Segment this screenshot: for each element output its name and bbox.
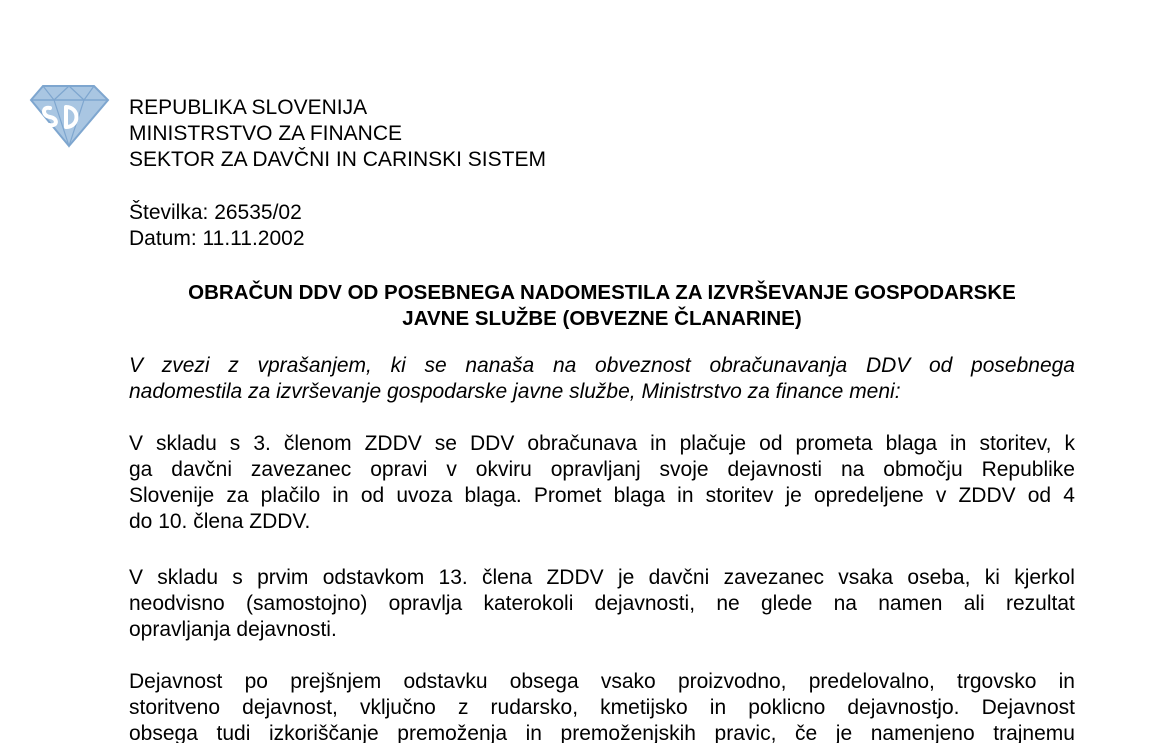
word: poklicno — [748, 696, 826, 719]
paragraph-line — [129, 591, 1075, 617]
word: s — [229, 432, 241, 455]
title-line-1: OBRAČUN DDV OD POSEBNEGA NADOMESTILA ZA IZVRŠEVANJE GOSPODARSKE — [188, 281, 1016, 304]
word: obsega — [509, 670, 579, 693]
word: davčni — [171, 458, 232, 481]
word: opredeljene — [813, 484, 924, 507]
word: V — [129, 432, 144, 455]
word: ga — [129, 458, 153, 481]
word: v — [446, 458, 457, 481]
word: dejavnosti — [727, 458, 823, 481]
word: uvoza — [396, 484, 453, 507]
word: dejavnosti, — [594, 592, 696, 615]
word: zavezanec — [250, 458, 352, 481]
word: Dejavnost — [129, 670, 223, 693]
paragraph-line — [129, 483, 1075, 509]
word: v — [935, 484, 947, 507]
letterhead-ministry: MINISTRSTVO ZA FINANCE — [129, 122, 403, 145]
word: se — [424, 354, 447, 377]
paragraph-line: do 10. člena ZDDV. — [129, 510, 311, 533]
word: 3. — [253, 432, 271, 455]
paragraph-line — [129, 353, 1075, 379]
word: okviru — [475, 458, 532, 481]
word: blaga — [885, 432, 938, 455]
word: je — [835, 722, 853, 743]
word: k — [1064, 432, 1075, 455]
word: blaga — [613, 484, 666, 507]
ministry-emblem-icon — [28, 80, 110, 148]
word: dejavnost, — [242, 696, 338, 719]
word: obsega — [129, 722, 198, 743]
word: Dejavnost — [981, 696, 1075, 719]
word: prejšnjem — [290, 670, 382, 693]
word: vsaka — [838, 566, 894, 589]
word: izkoriščanje — [268, 722, 379, 743]
word: kjerkol — [1014, 566, 1075, 589]
word: trajnemu — [993, 722, 1075, 743]
word: rezultat — [1005, 592, 1075, 615]
word: od — [928, 354, 953, 377]
word: V — [129, 354, 144, 377]
word: in — [525, 722, 542, 743]
word: predelovalno, — [808, 670, 935, 693]
word: od — [1027, 484, 1052, 507]
document-date: Datum: 11.11.2002 — [129, 227, 305, 250]
word: obveznost — [595, 354, 691, 377]
word: proizvodno, — [677, 670, 787, 693]
word: skladu — [156, 432, 217, 455]
word: členom — [283, 432, 352, 455]
word: storitev, — [979, 432, 1052, 455]
word: ZDDV — [546, 566, 604, 589]
word: odstavkom — [322, 566, 425, 589]
word: plačuje — [679, 432, 747, 455]
paragraph-line — [129, 721, 1075, 743]
title-line-2: JAVNE SLUŽBE (OBVEZNE ČLANARINE) — [402, 307, 802, 330]
word: vsako — [600, 670, 656, 693]
letterhead — [129, 95, 546, 173]
word: obračunavanja — [709, 354, 848, 377]
word: se — [434, 432, 457, 455]
paragraph-line — [129, 457, 1075, 483]
paragraph-line — [129, 695, 1075, 721]
word: (samostojno) — [246, 592, 368, 615]
word: storitveno — [129, 696, 221, 719]
paragraph-line — [129, 565, 1075, 591]
word: zavezanec — [723, 566, 824, 589]
document-number: Številka: 26535/02 — [129, 201, 302, 224]
paragraph-line: opravljanja dejavnosti. — [129, 618, 337, 641]
word: Promet — [533, 484, 602, 507]
word: pravic, — [714, 722, 777, 743]
word: ki — [984, 566, 1000, 589]
word: ne — [716, 592, 740, 615]
word: če — [795, 722, 818, 743]
document-title — [129, 280, 1075, 332]
word: ki — [390, 354, 406, 377]
word: oseba, — [907, 566, 971, 589]
word: DDV — [865, 354, 911, 377]
word: Slovenije — [129, 484, 215, 507]
word: premoženja — [397, 722, 507, 743]
word: dejavnostjo. — [847, 696, 960, 719]
word: od — [759, 432, 783, 455]
word: z — [228, 354, 239, 377]
word: premoženjskih — [560, 722, 696, 743]
paragraph-article-13 — [129, 565, 1075, 643]
letterhead-sector: SEKTOR ZA DAVČNI IN CARINSKI SISTEM — [129, 148, 546, 171]
word: Republike — [981, 458, 1075, 481]
word: storitev — [705, 484, 774, 507]
word: in — [1058, 670, 1075, 693]
word: V — [129, 566, 144, 589]
word: in — [677, 484, 694, 507]
word: prometa — [795, 432, 873, 455]
word: plačilo — [260, 484, 321, 507]
word: skladu — [157, 566, 218, 589]
word: opravljanj — [550, 458, 641, 481]
word: glede — [760, 592, 813, 615]
word: in — [709, 696, 727, 719]
word: člena — [482, 566, 533, 589]
paragraph-line — [129, 669, 1075, 695]
word: na — [833, 592, 857, 615]
word: s — [232, 566, 243, 589]
word: obračunava — [527, 432, 638, 455]
word: in — [650, 432, 667, 455]
word: DDV — [470, 432, 515, 455]
word: je — [617, 566, 635, 589]
word: svoje — [659, 458, 709, 481]
word: kmetijsko — [600, 696, 688, 719]
letterhead-republic: REPUBLIKA SLOVENIJA — [129, 96, 368, 119]
word: od — [360, 484, 385, 507]
word: opravi — [370, 458, 428, 481]
word: za — [226, 484, 249, 507]
word: in — [332, 484, 349, 507]
word: katerokoli — [483, 592, 574, 615]
word: davčni — [648, 566, 710, 589]
word: prvim — [257, 566, 309, 589]
word: nanaša — [465, 354, 535, 377]
paragraph-intro — [129, 353, 1075, 405]
word: na — [840, 458, 865, 481]
word: in — [950, 432, 967, 455]
word: je — [785, 484, 802, 507]
word: rudarsko, — [490, 696, 579, 719]
word: vprašanjem, — [257, 354, 372, 377]
word: na — [552, 354, 577, 377]
word: odstavku — [403, 670, 488, 693]
word: blaga. — [464, 484, 522, 507]
word: neodvisno — [129, 592, 225, 615]
word: posebnega — [971, 354, 1075, 377]
word: po — [244, 670, 268, 693]
word: 4 — [1063, 484, 1075, 507]
word: opravlja — [388, 592, 463, 615]
word: namenjeno — [870, 722, 975, 743]
word: z — [457, 696, 469, 719]
word: ZDDV — [958, 484, 1016, 507]
word: ZDDV — [364, 432, 422, 455]
paragraph-activity — [129, 669, 1075, 743]
document-meta — [129, 200, 305, 252]
word: namen — [878, 592, 943, 615]
word: zvezi — [161, 354, 210, 377]
word: vključno — [359, 696, 436, 719]
word: ali — [963, 592, 985, 615]
paragraph-line — [129, 431, 1075, 457]
word: območju — [883, 458, 963, 481]
paragraph-article-3 — [129, 431, 1075, 535]
paragraph-line: nadomestila za izvrševanje gospodarske javne službe, Ministrstvo za finance meni: — [129, 380, 901, 403]
word: trgovsko — [957, 670, 1037, 693]
word: tudi — [216, 722, 251, 743]
word: 13. — [438, 566, 468, 589]
